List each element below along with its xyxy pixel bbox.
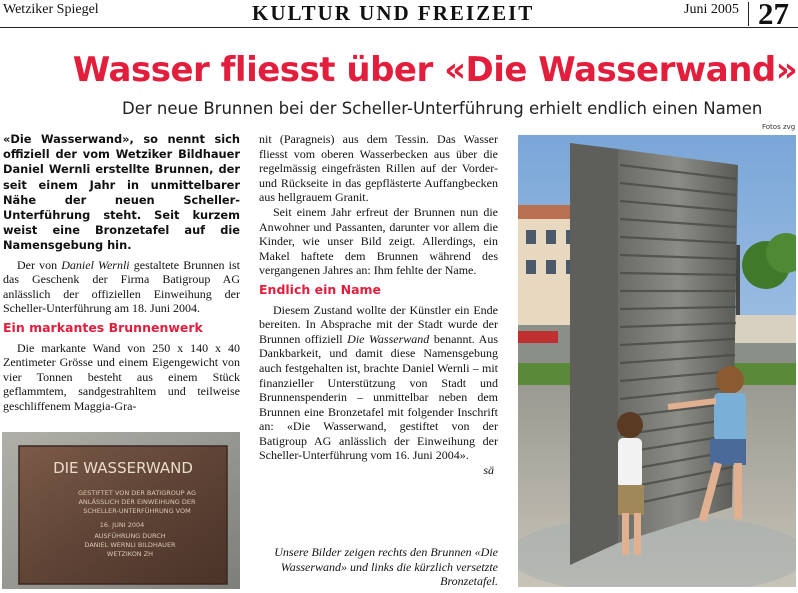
plaque-title: DIE WASSERWAND (53, 459, 193, 477)
header-divider (748, 2, 749, 26)
publication-name: Wetziker Spiegel (3, 2, 99, 17)
paragraph-4-rest: benannt. Aus Dankbarkeit, und damit diese Namensgebung auch festgehalten ist, brachte Daniel Wernli – mit finanzieller Unterstützung von Stadt und Brunnenspenderin – unmittelbar neben dem Brunnen eine Bronzetafel mit folgender Inschrift an: «Die Wasserwand, gestiftet von der Batigroup AG anlässlich der Einweihung der Scheller-Unterführung vom 16. Juni 2004». (259, 331, 499, 463)
plaque-line: DANIEL WERNLI BILDHAUER (84, 541, 176, 549)
paragraph-3: Seit einem Jahr erfreut der Brunnen nun die Anwohner und Passanten, darunter vor allem die Kinder, wie unser Bild zeigt. Allerdings, ein Makel haftete dem Brunnen während des vergangenen Jahres an: Ihm fehlte der Name. (259, 204, 498, 278)
article-column-1 (3, 132, 240, 414)
fountain-photo (518, 135, 796, 587)
photo-credit: Fotos zvg (762, 123, 796, 131)
page-header (0, 0, 798, 31)
section-title: KULTUR UND FREIZEIT (252, 1, 535, 25)
paragraph-4 (259, 303, 498, 464)
article-subheadline: Der neue Brunnen bei der Scheller-Unterführung erhielt endlich einen Namen (122, 99, 763, 118)
photo-caption: Unsere Bilder zeigen rechts den Brunnen «Die Wasserwand» und links die kürzlich versetzte Bronzetafel. (274, 545, 498, 589)
article-lead: «Die Wasserwand», so nennt sich offiziell der vom Wetziker Bildhauer Daniel Wernli erstellte Brunnen, der seit einem Jahr in unmittelbarer Nähe der neuen Scheller-Unterführung steht. Seit kurzem weist eine Bronzetafel auf die Namensgebung hin. (3, 132, 240, 253)
plaque-line: 16. JUNI 2004 (99, 521, 145, 529)
paragraph-1-rest: gestaltete Brunnen ist das Geschenk der Firma Batigroup AG anlässlich der offiziellen Einweihung der Scheller-Unterführung am 18. Juni 2004. (3, 257, 240, 316)
article-column-2 (259, 132, 498, 478)
issue-date: Juni 2005 (684, 2, 739, 17)
fountain-name: Die Wasserwand (347, 331, 430, 346)
author-signature: sä (483, 463, 494, 478)
plaque-line: GESTIFTET VON DER BATIGROUP AG (77, 489, 197, 497)
paragraph-2: Die markante Wand von 250 x 140 x 40 Zentimeter Grösse und einem Eigengewicht von vier Tonnen besteht aus einem Stück geflammtem, sandgestrahltem und teilweise geschliffenem Maggia-Gra- (3, 340, 240, 413)
paragraph-2-continued: nit (Paragneis) aus dem Tessin. Das Wasser fliesst vom oberen Wasserbecken aus über die regelmässig eingefrästen Rillen auf der Vorder- und Rückseite in das gepflästerte Auffangbecken aus hellgrauem Granit. (259, 132, 498, 205)
plaque-line: ANLÄSSLICH DER EINWEIHUNG DER (78, 498, 196, 506)
paragraph-1 (3, 258, 240, 316)
subhead-endlich: Endlich ein Name (259, 281, 382, 297)
paragraph-4-start: Diesem Zustand wollte der Künstler ein Ende bereiten. In Absprache mit der Stadt wurde der Brunnen offiziell (259, 302, 498, 346)
plaque-line: SCHELLER-UNTERFÜHRUNG VOM (83, 507, 191, 515)
page-number: 27 (758, 0, 789, 31)
article-headline: Wasser fliesst über «Die Wasserwand» (72, 50, 798, 90)
paragraph-1-start: Der von (17, 257, 62, 272)
artist-name: Daniel Wernli (61, 257, 130, 272)
bronze-plaque-photo (2, 432, 240, 589)
subhead-brunnenwerk: Ein markantes Brunnenwerk (3, 320, 203, 335)
plaque-line: WETZIKON ZH (106, 550, 154, 558)
plaque-line: AUSFÜHRUNG DURCH (94, 532, 166, 540)
